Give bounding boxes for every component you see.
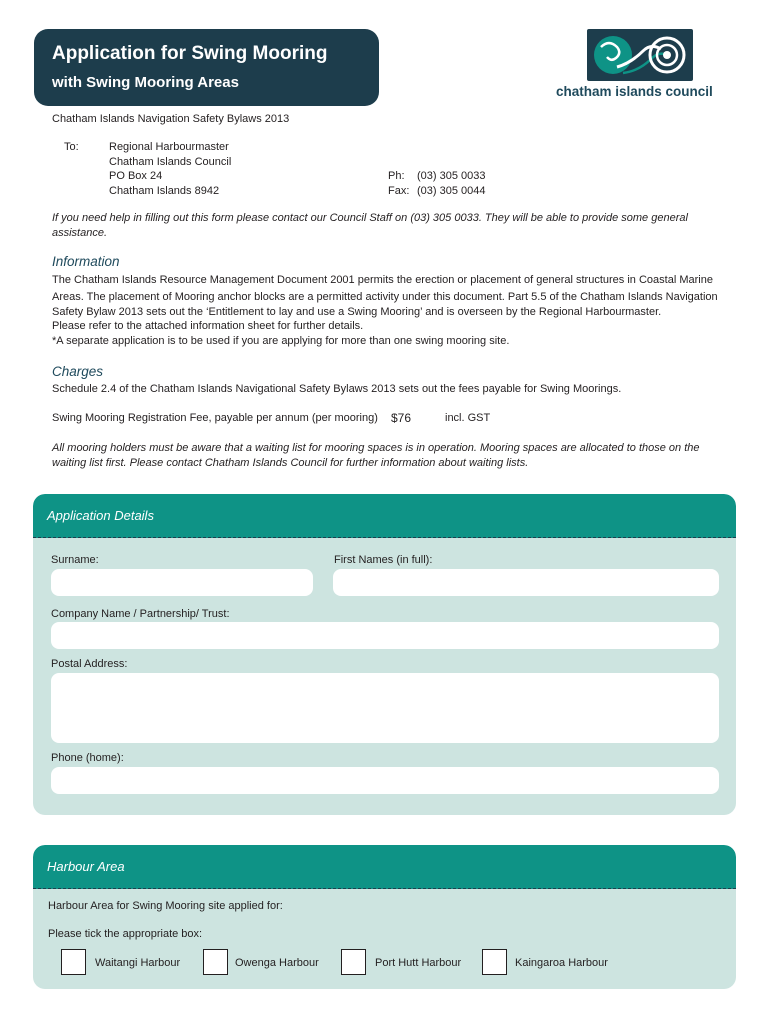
waiting-note: All mooring holders must be aware that a waiting list for mooring spaces is in operation. Mooring spaces are allocated to those on the	[52, 442, 700, 454]
postal-address-label: Postal Address:	[51, 658, 128, 670]
owenga-harbour-checkbox[interactable]	[203, 949, 228, 975]
owenga-harbour-label: Owenga Harbour	[235, 957, 319, 969]
fee-amount: $76	[391, 411, 412, 425]
application-details-panel	[33, 494, 736, 815]
surname-label: Surname:	[51, 554, 99, 566]
to-label: To:	[64, 141, 79, 153]
kaingaroa-harbour-label: Kaingaroa Harbour	[515, 957, 608, 969]
information-line: The Chatham Islands Resource Management Document 2001 permits the erection or placement of general structures in Coastal Marine	[52, 274, 713, 286]
port-hutt-harbour-label: Port Hutt Harbour	[375, 957, 462, 969]
help-note: If you need help in filling out this form please contact our Council Staff on (03) 305 0033. They will be able to provide some general	[52, 212, 688, 224]
company-label: Company Name / Partnership/ Trust:	[51, 608, 230, 620]
first-names-field[interactable]	[333, 569, 719, 596]
council-logo-icon	[587, 29, 693, 81]
phone-label: Ph:	[388, 170, 405, 182]
tick-instruction: Please tick the appropriate box:	[48, 928, 203, 940]
waitangi-harbour-label: Waitangi Harbour	[95, 957, 181, 969]
address-line: PO Box 24	[109, 170, 163, 182]
phone-home-label: Phone (home):	[51, 752, 124, 764]
phone-home-field[interactable]	[51, 767, 719, 794]
waitangi-harbour-checkbox[interactable]	[61, 949, 86, 975]
help-note: assistance.	[52, 226, 108, 239]
information-line: Safety Bylaw 2013 sets out the ‘Entitlement to lay and use a Swing Mooring’ and is overseen by the Regional Harbourmaster.	[52, 305, 662, 318]
harbour-site-label: Harbour Area for Swing Mooring site applied for:	[48, 900, 283, 912]
surname-field[interactable]	[51, 569, 313, 596]
title-banner	[34, 29, 379, 106]
charges-schedule: Schedule 2.4 of the Chatham Islands Navigational Safety Bylaws 2013 sets out the fees payable for Swing Moorings.	[52, 383, 622, 395]
waiting-note: waiting list first. Please contact Chatham Islands Council for further information about waiting lists.	[52, 456, 529, 469]
harbour-area-panel	[33, 845, 736, 989]
address-line: Regional Harbourmaster	[109, 141, 229, 153]
council-name: chatham islands council	[556, 84, 713, 99]
fax-label: Fax:	[388, 184, 410, 197]
information-line: *A separate application is to be used if you are applying for more than one swing mooring site.	[52, 334, 510, 347]
first-names-label: First Names (in full):	[334, 554, 433, 566]
information-line: Please refer to the attached information sheet for further details.	[52, 320, 364, 332]
postal-address-field[interactable]	[51, 673, 719, 743]
application-details-heading: Application Details	[47, 508, 154, 523]
page-title: Application for Swing Mooring	[52, 43, 328, 64]
address-line: Chatham Islands Council	[109, 155, 232, 168]
fee-tax: incl. GST	[445, 412, 491, 424]
fee-label: Swing Mooring Registration Fee, payable per annum (per mooring)	[52, 412, 378, 424]
harbour-area-heading: Harbour Area	[47, 859, 125, 874]
application-details-header	[33, 494, 736, 538]
charges-heading: Charges	[52, 364, 104, 379]
company-field[interactable]	[51, 622, 719, 649]
kaingaroa-harbour-checkbox[interactable]	[482, 949, 507, 975]
bylaws-line: Chatham Islands Navigation Safety Bylaws 2013	[52, 113, 290, 125]
phone-number: (03) 305 0033	[417, 170, 486, 182]
information-heading: Information	[52, 254, 120, 269]
fax-number: (03) 305 0044	[417, 184, 486, 197]
port-hutt-harbour-checkbox[interactable]	[341, 949, 366, 975]
harbour-area-header	[33, 845, 736, 889]
address-line: Chatham Islands 8942	[109, 184, 220, 197]
page-subtitle: with Swing Mooring Areas	[52, 74, 239, 91]
information-line: Areas. The placement of Mooring anchor blocks are a permitted activity under this document. Part 5.5 of the Chatham Islands Navigation	[52, 291, 718, 303]
